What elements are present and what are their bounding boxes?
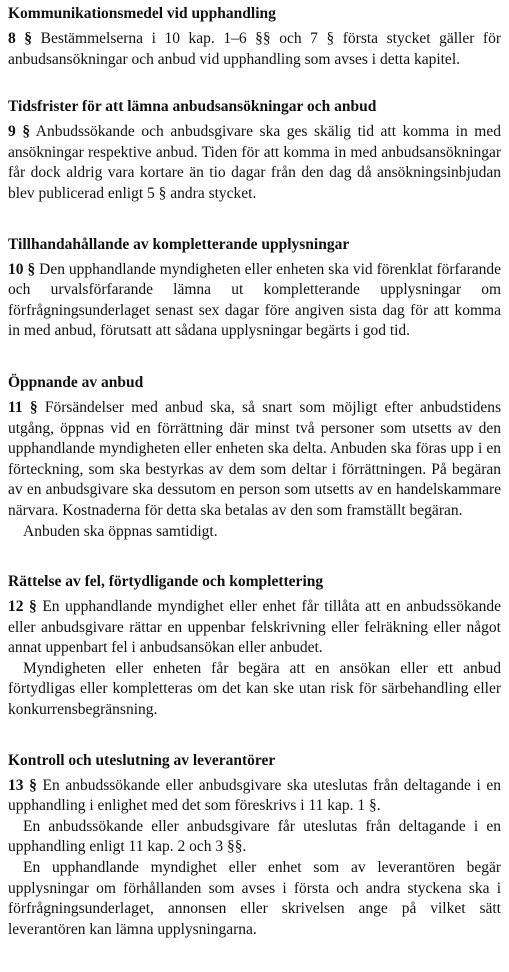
paragraph-text: En anbudssökande eller anbudsgivare får uteslutas från deltagande i en upphandling enligt 11 kap. 2 och 3 §§. [8,817,501,856]
paragraph-12 [8,597,501,659]
paragraph-text: Bestämmelserna i 10 kap. 1–6 §§ och 7 § första stycket gäller för anbudsansökningar och anbud vid upphandling som avses i detta kapitel. [8,30,501,68]
paragraph-text: Den upphandlande myndigheten eller enheten ska vid förenklat förfarande och urvalsförfarande lämna ut kompletterande upplysningar om förfrågningsunderlaget senast sex dagar före angiven sista dag för att komma in med anbud, förutsatt att sådana upplysningar begärts i god tid. [8,260,501,340]
paragraph-number: 10 § [8,260,36,278]
section-rattelse-av-fel [8,572,501,721]
paragraph-text: Anbuden ska öppnas samtidigt. [23,522,218,540]
section-heading: Tillhandahållande av kompletterande upplysningar [8,235,350,253]
paragraph-13-third [8,858,501,940]
paragraph-text: En upphandlande myndighet eller enhet får tillåta att en anbudssökande eller anbudsgivare rättar en uppenbar felskrivning eller felräkning eller något annat uppenbart fel i anbudsansökan eller anbudet. [8,598,502,657]
section-kontroll-och-uteslutning [8,751,501,941]
paragraph-12-second [8,659,501,721]
paragraph-text: En anbudssökande eller anbudsgivare ska uteslutas från deltagande i en upphandling i enlighet med det som föreskrivs i 11 kap. 1 §. [8,776,502,815]
section-heading: Tidsfrister för att lämna anbudsansökningar och anbud [8,98,377,116]
paragraph-10 [8,260,501,342]
paragraph-text: Anbudssökande och anbudsgivare ska ges skälig tid att komma in med ansökningar respektive anbud. Tiden för att komma in med anbudsansökningar får dock aldrig vara kortare än tio dagar från den dag då ansökningsinbjudan blev publicerad enligt 5 § andra stycket. [8,123,501,202]
document-page [8,4,501,940]
paragraph-number: 13 § [8,776,37,794]
paragraph-number: 9 § [8,123,31,141]
section-heading: Rättelse av fel, förtydligande och komplettering [8,573,324,591]
section-tidsfrister [8,97,501,204]
paragraph-number: 8 § [8,30,33,47]
paragraph-11 [8,398,501,522]
paragraph-text: Myndigheten eller enheten får begära att en ansökan eller ett anbud förtydligas eller kompletteras om det kan ske utan risk för särbehandling eller konkurrensbegränsning. [8,659,501,719]
paragraph-9 [8,122,501,204]
paragraph-text: En upphandlande myndighet eller enhet som av leverantören begär upplysningar om förhållanden som avses i första och andra styckena ska i förfrågningsunderlaget, annonsen eller skrivelsen ange på vilket sätt leverantören kan lämna upplysningarna. [8,859,501,938]
section-oppnande-av-anbud [8,373,501,542]
section-heading: Kontroll och uteslutning av leverantörer [8,751,276,769]
paragraph-13-second [8,817,501,858]
section-heading: Öppnande av anbud [8,373,144,391]
section-heading: Kommunikationsmedel vid upphandling [8,5,276,22]
paragraph-number: 11 § [8,398,38,416]
paragraph-text: Försändelser med anbud ska, så snart som möjligt efter anbudstidens utgång, öppnas vid en förrättning där minst två personer som utsetts av den upphandlande myndigheten eller enheten ska delta. Anbuden ska föras upp i en förteckning, som ska bestyrkas av dem som deltar i förrättningen. På begäran av en anbudsgivare ska dessutom en person som utsetts av en handelskammare närvara. Kostnaderna för detta ska betalas av den som framställt begäran. [8,398,501,519]
paragraph-8 [8,29,501,70]
paragraph-11-second [8,522,501,543]
paragraph-13 [8,776,501,817]
section-kommunikationsmedel [8,4,501,70]
section-kompletterande-upplysningar [8,235,501,342]
paragraph-number: 12 § [8,598,37,616]
